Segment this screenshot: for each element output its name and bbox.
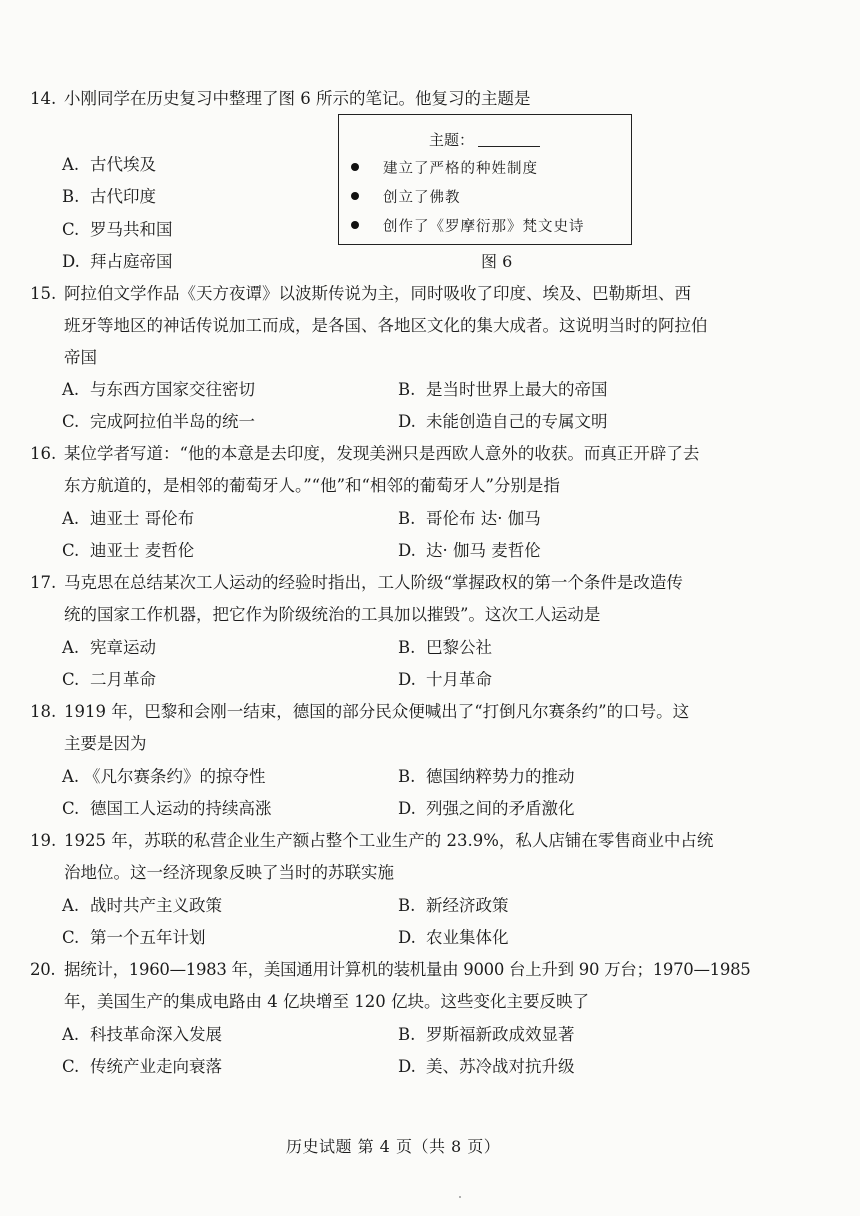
question-20-stem	[30, 959, 750, 981]
stem-line: 某位学者写道：“他的本意是去印度，发现美洲只是西欧人意外的收获。而真正开辟了去	[64, 444, 700, 463]
option-text: 达· 伽马 麦哲伦	[426, 541, 541, 560]
question-16-stem	[30, 443, 699, 465]
option-label: D.	[398, 412, 416, 431]
note-item	[351, 217, 585, 237]
stem-line: 据统计，1960—1983 年，美国通用计算机的装机量由 9000 台上升到 90 万台；1970—1985	[64, 960, 751, 979]
q15-option-d	[398, 411, 608, 433]
option-text: 罗斯福新政成效显著	[426, 1025, 575, 1044]
q17-option-c	[62, 669, 156, 691]
option-label: D.	[62, 252, 80, 271]
option-text: 十月革命	[426, 670, 492, 689]
q18-option-d	[398, 798, 575, 820]
topic-blank	[478, 131, 540, 147]
stem-line: 治地位。这一经济现象反映了当时的苏联实施	[64, 863, 394, 882]
option-text: 美、苏冷战对抗升级	[426, 1057, 575, 1076]
option-label: D.	[398, 928, 416, 947]
option-text: 拜占庭帝国	[90, 252, 173, 271]
question-17-stem	[30, 572, 683, 594]
option-label: C.	[62, 928, 80, 947]
question-number: 18.	[30, 702, 57, 721]
note-item-text: 创作了《罗摩衍那》梵文史诗	[383, 219, 585, 235]
q15-option-c	[62, 411, 255, 433]
option-text: 迪亚士 哥伦布	[90, 509, 195, 528]
figure-6-note-box	[338, 114, 632, 245]
option-text: 古代埃及	[90, 155, 156, 174]
option-label: D.	[398, 541, 416, 560]
note-item-text: 创立了佛教	[383, 190, 461, 206]
page-footer: 历史试题 第 4 页（共 8 页）	[286, 1137, 501, 1156]
option-text: 哥伦布 达· 伽马	[426, 509, 541, 528]
q19-option-a	[62, 895, 222, 917]
q19-option-b	[398, 895, 509, 917]
option-text: 古代印度	[90, 187, 156, 206]
q19-option-c	[62, 927, 206, 949]
bullet-icon	[351, 163, 359, 171]
bullet-icon	[351, 221, 359, 229]
note-topic	[429, 130, 540, 150]
option-label: A.	[62, 380, 80, 399]
option-label: C.	[62, 1057, 80, 1076]
stem-line: 阿拉伯文学作品《天方夜谭》以波斯传说为主，同时吸收了印度、埃及、巴勒斯坦、西	[64, 284, 691, 303]
note-item-text: 建立了严格的种姓制度	[383, 161, 538, 177]
option-label: C.	[62, 541, 80, 560]
q20-option-b	[398, 1024, 575, 1046]
q18-option-b	[398, 766, 575, 788]
option-label: B.	[398, 896, 416, 915]
q16-option-c	[62, 540, 194, 562]
stem-line: 马克思在总结某次工人运动的经验时指出，工人阶级“掌握政权的第一个条件是改造传	[64, 573, 683, 592]
q14-option-a	[62, 154, 156, 176]
figure-caption: 图 6	[481, 252, 513, 271]
q17-option-a	[62, 637, 156, 659]
option-label: A.	[62, 896, 80, 915]
question-15-stem	[30, 283, 691, 305]
q17-option-d	[398, 669, 492, 691]
stem-line: 帝国	[64, 348, 97, 367]
question-number: 14.	[30, 89, 57, 108]
q16-option-a	[62, 508, 194, 530]
stem-line: 班牙等地区的神话传说加工而成，是各国、各地区文化的集大成者。这说明当时的阿拉伯	[64, 316, 708, 335]
question-number: 15.	[30, 284, 57, 303]
option-label: A.	[62, 638, 80, 657]
option-label: B.	[398, 767, 416, 786]
option-text: 二月革命	[90, 670, 156, 689]
option-text: 罗马共和国	[90, 220, 173, 239]
note-item	[351, 188, 461, 208]
option-text: 德国工人运动的持续高涨	[90, 799, 272, 818]
q14-option-c	[62, 219, 173, 241]
question-number: 17.	[30, 573, 57, 592]
question-number: 20.	[30, 960, 56, 979]
option-text: 科技革命深入发展	[90, 1025, 222, 1044]
option-label: C.	[62, 220, 80, 239]
option-text: 完成阿拉伯半岛的统一	[90, 412, 255, 431]
bullet-icon	[351, 192, 359, 200]
q20-option-a	[62, 1024, 222, 1046]
option-text: 未能创造自己的专属文明	[426, 412, 608, 431]
option-text: 与东西方国家交往密切	[90, 380, 255, 399]
stem-line: 1925 年，苏联的私营企业生产额占整个工业生产的 23.9%，私人店铺在零售商业中占统	[64, 831, 714, 850]
option-text: 战时共产主义政策	[90, 896, 222, 915]
q14-option-d	[62, 251, 173, 273]
note-item	[351, 159, 538, 179]
stem-line: 统的国家工作机器，把它作为阶级统治的工具加以摧毁”。这次工人运动是	[64, 605, 601, 624]
option-label: C.	[62, 799, 80, 818]
q14-option-b	[62, 186, 156, 208]
q20-option-c	[62, 1056, 222, 1078]
scan-speck	[459, 1196, 461, 1198]
option-label: A.	[62, 509, 80, 528]
q15-option-a	[62, 379, 255, 401]
option-label: B.	[398, 380, 416, 399]
option-text: 新经济政策	[426, 896, 509, 915]
note-topic-label: 主题：	[429, 131, 475, 149]
question-number: 16.	[30, 444, 57, 463]
option-label: A.	[62, 1025, 80, 1044]
option-text: 迪亚士 麦哲伦	[90, 541, 195, 560]
option-text: 农业集体化	[426, 928, 509, 947]
option-text: 第一个五年计划	[90, 928, 206, 947]
q18-option-c	[62, 798, 272, 820]
stem-line: 小刚同学在历史复习中整理了图 6 所示的笔记。他复习的主题是	[64, 89, 531, 108]
q16-option-d	[398, 540, 541, 562]
option-text: 宪章运动	[90, 638, 156, 657]
option-label: A.	[62, 767, 80, 786]
option-label: C.	[62, 412, 80, 431]
question-14-stem	[30, 88, 531, 110]
q17-option-b	[398, 637, 492, 659]
option-label: D.	[398, 1057, 416, 1076]
option-text: 德国纳粹势力的推动	[426, 767, 575, 786]
option-label: A.	[62, 155, 80, 174]
option-label: B.	[398, 1025, 416, 1044]
option-label: C.	[62, 670, 80, 689]
q20-option-d	[398, 1056, 575, 1078]
option-label: B.	[62, 187, 80, 206]
option-label: B.	[398, 638, 416, 657]
question-19-stem	[30, 830, 713, 852]
option-label: D.	[398, 799, 416, 818]
option-label: B.	[398, 509, 416, 528]
q16-option-b	[398, 508, 541, 530]
stem-line: 东方航道的，是相邻的葡萄牙人。”“他”和“相邻的葡萄牙人”分别是指	[64, 476, 560, 495]
option-text: 《凡尔赛条约》的掠夺性	[84, 767, 266, 786]
option-text: 巴黎公社	[426, 638, 492, 657]
option-text: 是当时世界上最大的帝国	[426, 380, 608, 399]
q19-option-d	[398, 927, 509, 949]
stem-line: 主要是因为	[64, 734, 147, 753]
question-number: 19.	[30, 831, 57, 850]
option-label: D.	[398, 670, 416, 689]
question-18-stem	[30, 701, 689, 723]
q15-option-b	[398, 379, 608, 401]
stem-line: 年，美国生产的集成电路由 4 亿块增至 120 亿块。这些变化主要反映了	[64, 992, 589, 1011]
q18-option-a	[62, 766, 266, 788]
stem-line: 1919 年，巴黎和会刚一结束，德国的部分民众便喊出了“打倒凡尔赛条约”的口号。这	[64, 702, 690, 721]
option-text: 传统产业走向衰落	[90, 1057, 222, 1076]
option-text: 列强之间的矛盾激化	[426, 799, 575, 818]
